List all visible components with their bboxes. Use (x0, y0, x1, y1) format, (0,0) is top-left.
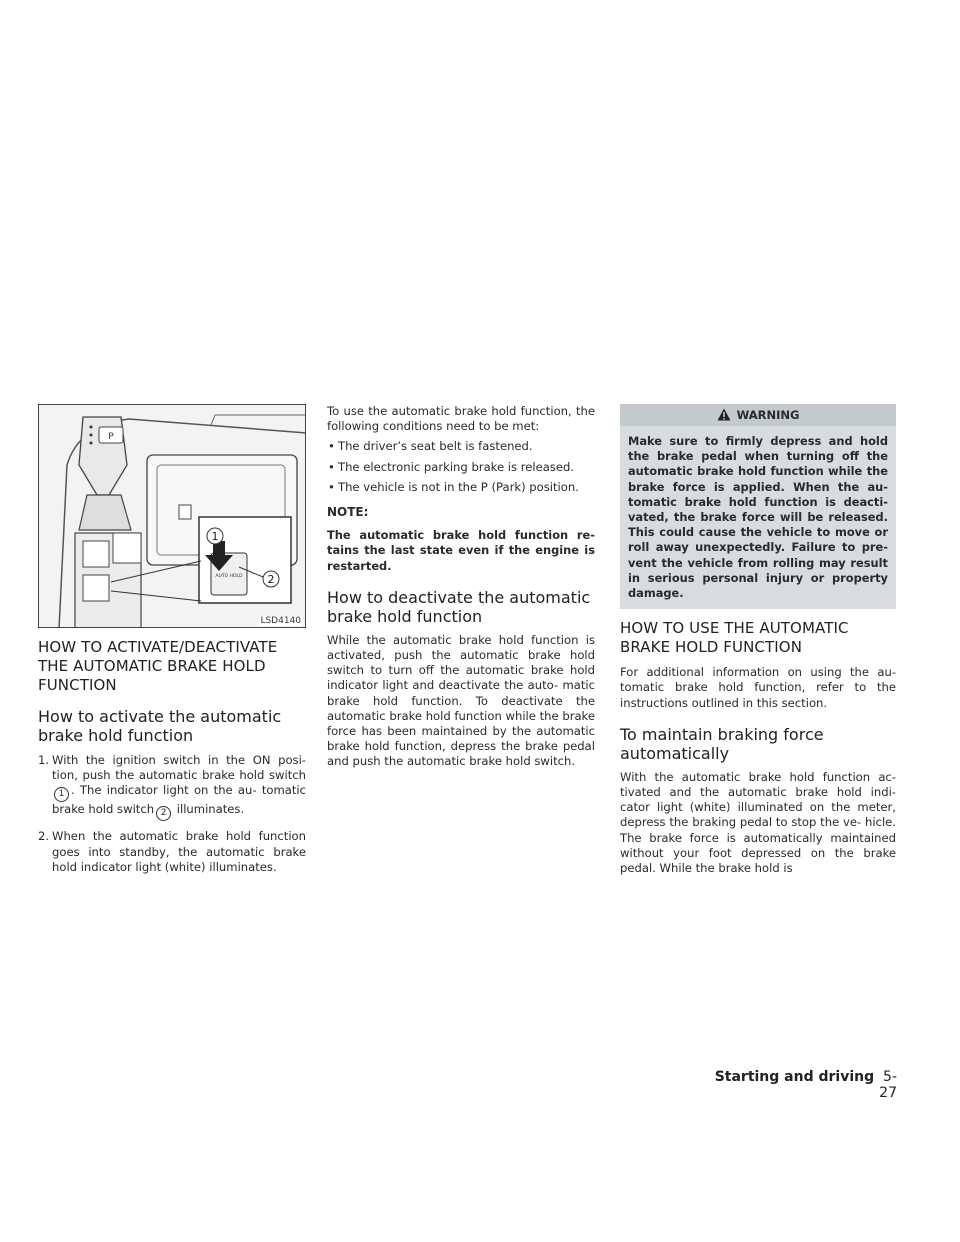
console-illustration (38, 404, 306, 628)
step-text: illuminates. (176, 802, 245, 817)
warning-header (620, 404, 896, 426)
figure-code: LSD4140 (260, 616, 301, 626)
conditions-intro: To use the automatic brake hold function, the following conditions need to be met: (327, 404, 595, 434)
column-2 (327, 404, 595, 770)
page-number: 5-27 (879, 1069, 897, 1101)
step-number: 1. (38, 753, 50, 767)
callout-2: 2 (267, 573, 275, 586)
conditions-list (327, 439, 595, 495)
section-heading-how-to-use: HOW TO USE THE AUTOMATIC BRAKE HOLD FUNCTION (620, 619, 849, 657)
step-text: When the automatic brake hold function goes into standby, the automatic brake hold indicator light (white) illuminates. (52, 829, 306, 874)
warning-box (620, 404, 896, 609)
note-text: The automatic brake hold function re- tains the last state even if the engine is restarted. (327, 528, 595, 573)
column-3 (620, 404, 896, 876)
callout-marker: 2 (156, 806, 171, 821)
warning-text: Make sure to firmly depress and hold the brake pedal when turning off the automatic brake hold function while the brake force is applied. When the au- tomatic brake hold function is deacti- vated, the brake force will be released. This could cause the vehicle to move or roll away unexpectedly. Failure to pre- vent the vehicle from rolling may result in serious personal injury or property damage. (628, 434, 888, 601)
warning-title: WARNING (736, 408, 800, 422)
how-to-use-body: For additional information on using the au- tomatic brake hold function, refer to the instructions outlined in this section. (620, 665, 896, 710)
subheading-deactivate: How to deactivate the automatic brake hold function (327, 587, 591, 626)
step-item (38, 753, 306, 821)
condition-item: • The driver’s seat belt is fastened. (327, 439, 595, 454)
maintain-body: With the automatic brake hold function ac- tivated and the automatic brake hold indi- cator light (white) illuminated on the meter, depress the braking pedal to stop the ve- hicle. The brake force is automatically maintained without your foot depressed on the brake pedal. While the brake hold is (620, 769, 896, 876)
subheading-activate: How to activate the automatic brake hold function (38, 707, 282, 745)
callout-marker: 1 (54, 787, 69, 802)
section-heading-activate-deactivate: HOW TO ACTIVATE/DEACTIVATE THE AUTOMATIC BRAKE HOLD FUNCTION (38, 638, 278, 694)
warning-icon (717, 408, 731, 421)
step-number: 2. (38, 829, 50, 844)
activate-steps (38, 753, 306, 875)
condition-item: • The vehicle is not in the P (Park) position. (327, 480, 595, 495)
step-text: With the ignition switch in the ON posi- tion, push the automatic brake hold switch (52, 753, 306, 783)
auto-hold-label: AUTO HOLD (215, 574, 243, 579)
shifter-p-label: P (108, 432, 114, 442)
condition-item: • The electronic parking brake is released. (327, 460, 595, 475)
footer-section: Starting and driving (714, 1069, 875, 1085)
column-1 (38, 404, 306, 875)
step-text: . The indicator light on the au- tomatic brake hold switch (52, 783, 306, 817)
subheading-maintain: To maintain braking force automatically (620, 724, 824, 763)
callout-1: 1 (211, 530, 219, 543)
note-label: NOTE: (327, 505, 369, 520)
deactivate-body: While the automatic brake hold function is activated, push the automatic brake hold switch to turn off the automatic brake hold indicator light and deactivate the auto- matic brake hold function. To deactivate the automatic brake hold function while the brake force has been maintained by the automatic brake hold function, depress the brake pedal and push the automatic brake hold switch. (327, 632, 595, 769)
step-item (38, 829, 306, 875)
console-drawing (39, 405, 306, 628)
page-footer (707, 1069, 897, 1101)
